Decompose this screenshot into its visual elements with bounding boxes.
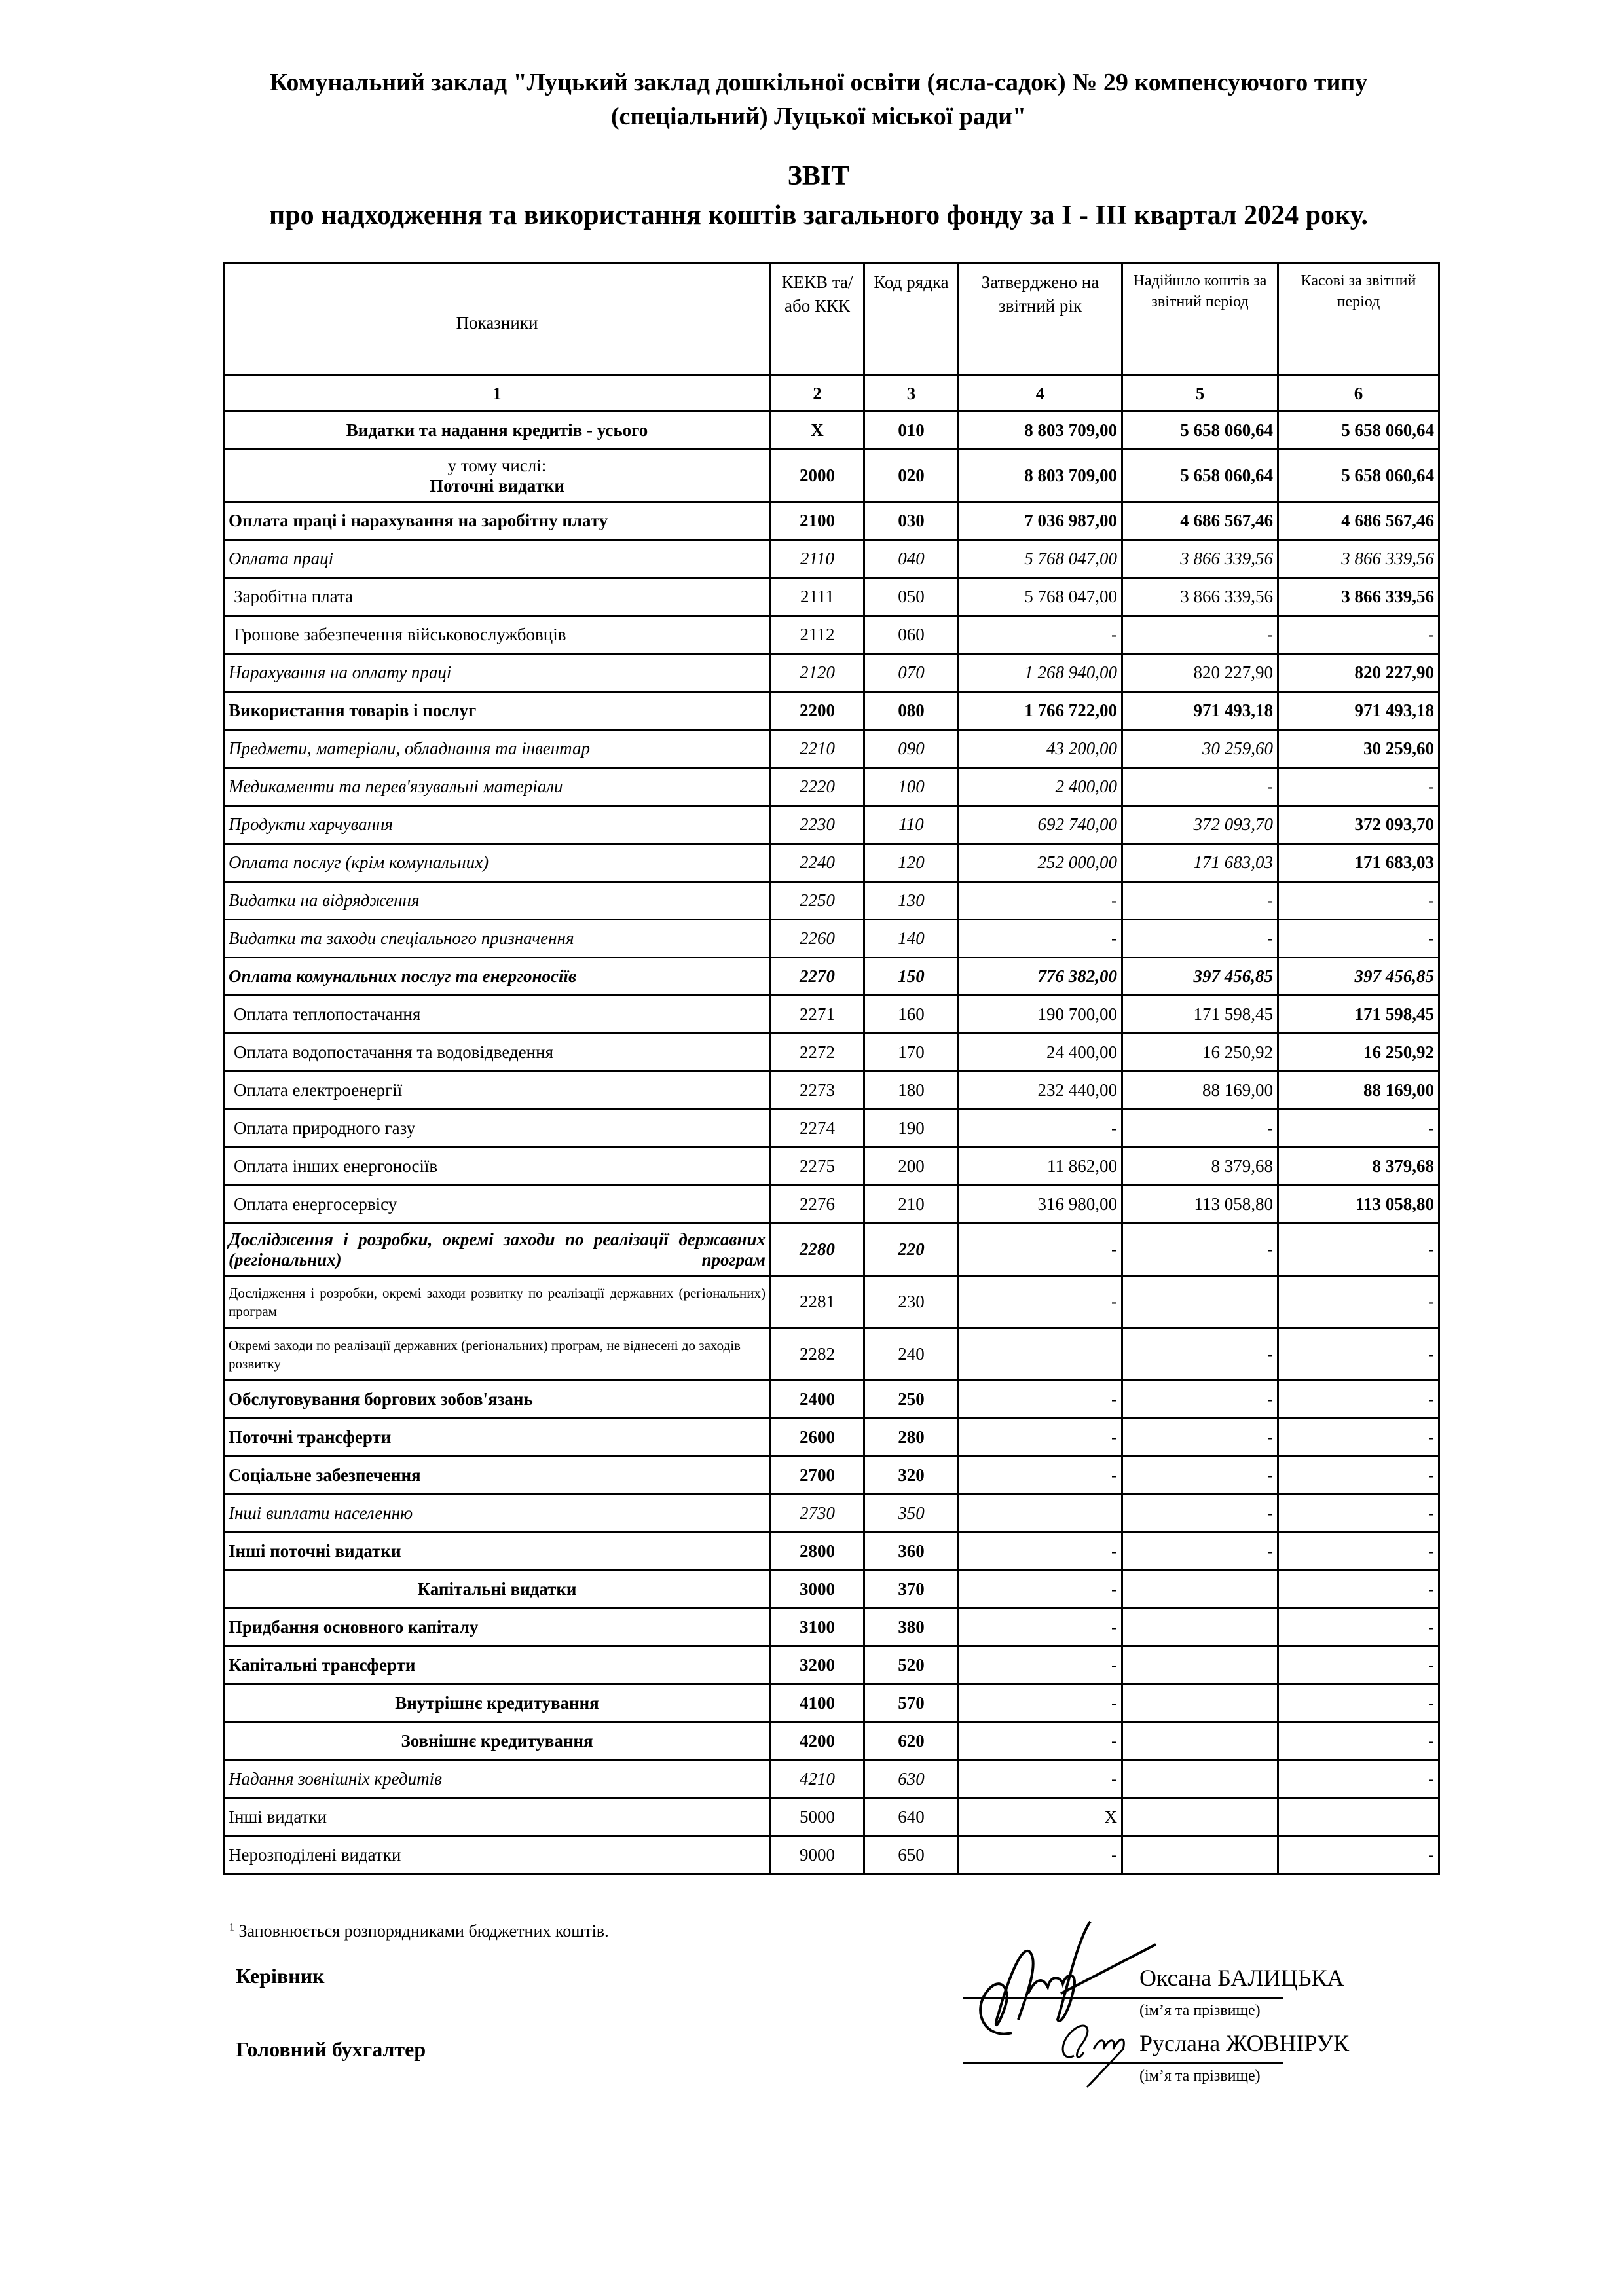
kekv-code: 2274 bbox=[771, 1110, 864, 1148]
received-amount: 4 686 567,46 bbox=[1122, 502, 1278, 540]
table-row bbox=[224, 1760, 1439, 1798]
cash-amount: 8 379,68 bbox=[1278, 1148, 1439, 1186]
approved-amount: 2 400,00 bbox=[959, 768, 1122, 806]
cash-amount: - bbox=[1278, 1533, 1439, 1571]
approved-amount bbox=[959, 1495, 1122, 1533]
column-number: 6 bbox=[1278, 376, 1439, 412]
row-label: Оплата теплопостачання bbox=[224, 996, 771, 1034]
approved-amount: - bbox=[959, 1836, 1122, 1874]
table-row bbox=[224, 1722, 1439, 1760]
organization-name-line1: Комунальний заклад "Луцький заклад дошкільної освіти (ясла-садок) № 29 компенсуючого типу bbox=[269, 69, 1368, 96]
table-row bbox=[224, 844, 1439, 882]
approved-amount: 43 200,00 bbox=[959, 730, 1122, 768]
kekv-code: 4210 bbox=[771, 1760, 864, 1798]
column-header-kekv: КЕКВ та/або ККК bbox=[771, 263, 864, 376]
row-label: Окремі заходи по реалізації державних (регіональних) програм, не віднесені до заходів розвитку bbox=[224, 1328, 771, 1381]
director-name: Оксана БАЛИЦЬКА bbox=[1139, 1965, 1344, 1991]
row-label: Інші поточні видатки bbox=[224, 1533, 771, 1571]
row-code: 640 bbox=[864, 1798, 959, 1836]
row-code: 370 bbox=[864, 1571, 959, 1609]
received-amount: - bbox=[1122, 920, 1278, 958]
row-code: 200 bbox=[864, 1148, 959, 1186]
row-code: 650 bbox=[864, 1836, 959, 1874]
cash-amount: 16 250,92 bbox=[1278, 1034, 1439, 1072]
row-label: Оплата інших енергоносіїв bbox=[224, 1148, 771, 1186]
received-amount: 8 379,68 bbox=[1122, 1148, 1278, 1186]
table-row bbox=[224, 1419, 1439, 1457]
row-code: 100 bbox=[864, 768, 959, 806]
received-amount: 5 658 060,64 bbox=[1122, 412, 1278, 450]
row-label: Оплата енергосервісу bbox=[224, 1186, 771, 1224]
row-label: Видатки на відрядження bbox=[224, 882, 771, 920]
approved-amount: - bbox=[959, 882, 1122, 920]
row-label: Використання товарів і послуг bbox=[224, 692, 771, 730]
received-amount: - bbox=[1122, 882, 1278, 920]
cash-amount: - bbox=[1278, 1647, 1439, 1685]
received-amount: - bbox=[1122, 1328, 1278, 1381]
approved-amount: 24 400,00 bbox=[959, 1034, 1122, 1072]
row-code: 520 bbox=[864, 1647, 959, 1685]
approved-amount: - bbox=[959, 1381, 1122, 1419]
row-label: Оплата електроенергії bbox=[224, 1072, 771, 1110]
row-code: 150 bbox=[864, 958, 959, 996]
kekv-code: 3200 bbox=[771, 1647, 864, 1685]
received-amount: 171 683,03 bbox=[1122, 844, 1278, 882]
cash-amount: - bbox=[1278, 616, 1439, 654]
row-label: Внутрішнє кредитування bbox=[224, 1685, 771, 1722]
received-amount: 171 598,45 bbox=[1122, 996, 1278, 1034]
table-row bbox=[224, 1685, 1439, 1722]
received-amount: 372 093,70 bbox=[1122, 806, 1278, 844]
kekv-code: 2800 bbox=[771, 1533, 864, 1571]
approved-amount: 252 000,00 bbox=[959, 844, 1122, 882]
row-code: 240 bbox=[864, 1328, 959, 1381]
kekv-code: 2220 bbox=[771, 768, 864, 806]
row-code: 030 bbox=[864, 502, 959, 540]
row-label: Предмети, матеріали, обладнання та інвентар bbox=[224, 730, 771, 768]
table-header-row bbox=[224, 263, 1439, 376]
table-row bbox=[224, 1276, 1439, 1328]
row-label: Капітальні видатки bbox=[224, 1571, 771, 1609]
table-row bbox=[224, 1072, 1439, 1110]
approved-amount: 232 440,00 bbox=[959, 1072, 1122, 1110]
row-code: 050 bbox=[864, 578, 959, 616]
footnote-mark: 1 bbox=[229, 1922, 234, 1933]
row-label: Оплата послуг (крім комунальних) bbox=[224, 844, 771, 882]
kekv-code: 2210 bbox=[771, 730, 864, 768]
approved-amount: - bbox=[959, 1224, 1122, 1276]
approved-amount: - bbox=[959, 616, 1122, 654]
accountant-name: Руслана ЖОВНІРУК bbox=[1139, 2030, 1350, 2056]
approved-amount: 316 980,00 bbox=[959, 1186, 1122, 1224]
received-amount: 397 456,85 bbox=[1122, 958, 1278, 996]
column-header-cash: Касові за звітний період bbox=[1278, 263, 1439, 376]
received-amount bbox=[1122, 1571, 1278, 1609]
cash-amount: 372 093,70 bbox=[1278, 806, 1439, 844]
row-label: Дослідження і розробки, окремі заходи розвитку по реалізації державних (регіональних) програм bbox=[224, 1276, 771, 1328]
approved-amount: 11 862,00 bbox=[959, 1148, 1122, 1186]
cash-amount: 88 169,00 bbox=[1278, 1072, 1439, 1110]
kekv-code: 3000 bbox=[771, 1571, 864, 1609]
row-label: Капітальні трансферти bbox=[224, 1647, 771, 1685]
column-number: 2 bbox=[771, 376, 864, 412]
cash-amount: 3 866 339,56 bbox=[1278, 540, 1439, 578]
approved-amount: 1 268 940,00 bbox=[959, 654, 1122, 692]
column-header-approved: Затверджено на звітний рік bbox=[959, 263, 1122, 376]
approved-amount: - bbox=[959, 1276, 1122, 1328]
report-table bbox=[223, 262, 1440, 1875]
kekv-code: 9000 bbox=[771, 1836, 864, 1874]
cash-amount: - bbox=[1278, 1571, 1439, 1609]
kekv-code: 2110 bbox=[771, 540, 864, 578]
approved-amount: - bbox=[959, 1760, 1122, 1798]
received-amount bbox=[1122, 1647, 1278, 1685]
row-code: 210 bbox=[864, 1186, 959, 1224]
row-label: Надання зовнішніх кредитів bbox=[224, 1760, 771, 1798]
column-number: 1 bbox=[224, 376, 771, 412]
table-row bbox=[224, 730, 1439, 768]
received-amount: - bbox=[1122, 768, 1278, 806]
received-amount: 971 493,18 bbox=[1122, 692, 1278, 730]
received-amount: 30 259,60 bbox=[1122, 730, 1278, 768]
cash-amount: 820 227,90 bbox=[1278, 654, 1439, 692]
table-row bbox=[224, 578, 1439, 616]
kekv-code: 2600 bbox=[771, 1419, 864, 1457]
row-label: Видатки та надання кредитів - усього bbox=[224, 412, 771, 450]
cash-amount: - bbox=[1278, 1328, 1439, 1381]
table-row bbox=[224, 1186, 1439, 1224]
accountant-signature-line bbox=[963, 2062, 1283, 2064]
cash-amount: - bbox=[1278, 1495, 1439, 1533]
received-amount bbox=[1122, 1760, 1278, 1798]
row-label: Видатки та заходи спеціального призначення bbox=[224, 920, 771, 958]
received-amount: - bbox=[1122, 1110, 1278, 1148]
table-row bbox=[224, 1457, 1439, 1495]
approved-amount: 190 700,00 bbox=[959, 996, 1122, 1034]
received-amount: - bbox=[1122, 1419, 1278, 1457]
row-label-text: Поточні видатки bbox=[430, 475, 564, 496]
table-row bbox=[224, 1609, 1439, 1647]
approved-amount: - bbox=[959, 1110, 1122, 1148]
table-row bbox=[224, 1798, 1439, 1836]
table-row bbox=[224, 1328, 1439, 1381]
report-subtitle: про надходження та використання коштів загального фонду за І - ІІІ квартал 2024 року. bbox=[269, 200, 1368, 230]
received-amount bbox=[1122, 1685, 1278, 1722]
column-number: 3 bbox=[864, 376, 959, 412]
row-code: 020 bbox=[864, 450, 959, 502]
approved-amount: X bbox=[959, 1798, 1122, 1836]
kekv-code: 2240 bbox=[771, 844, 864, 882]
kekv-code: 2100 bbox=[771, 502, 864, 540]
row-label: Соціальне забезпечення bbox=[224, 1457, 771, 1495]
kekv-code: 2200 bbox=[771, 692, 864, 730]
row-label-prefix: у тому числі: bbox=[447, 455, 547, 475]
kekv-code: 2270 bbox=[771, 958, 864, 996]
table-row bbox=[224, 806, 1439, 844]
kekv-code: 2000 bbox=[771, 450, 864, 502]
table-row bbox=[224, 654, 1439, 692]
cash-amount bbox=[1278, 1798, 1439, 1836]
received-amount bbox=[1122, 1609, 1278, 1647]
approved-amount: - bbox=[959, 1609, 1122, 1647]
approved-amount: 692 740,00 bbox=[959, 806, 1122, 844]
table-row bbox=[224, 1571, 1439, 1609]
row-label: Заробітна плата bbox=[224, 578, 771, 616]
approved-amount: 5 768 047,00 bbox=[959, 540, 1122, 578]
table-row bbox=[224, 1148, 1439, 1186]
received-amount: - bbox=[1122, 1224, 1278, 1276]
cash-amount: 5 658 060,64 bbox=[1278, 450, 1439, 502]
table-row bbox=[224, 1381, 1439, 1419]
row-code: 170 bbox=[864, 1034, 959, 1072]
cash-amount: 113 058,80 bbox=[1278, 1186, 1439, 1224]
row-code: 230 bbox=[864, 1276, 959, 1328]
kekv-code: 2271 bbox=[771, 996, 864, 1034]
cash-amount: - bbox=[1278, 768, 1439, 806]
kekv-code: 2400 bbox=[771, 1381, 864, 1419]
cash-amount: - bbox=[1278, 1760, 1439, 1798]
table-row bbox=[224, 996, 1439, 1034]
approved-amount: 5 768 047,00 bbox=[959, 578, 1122, 616]
approved-amount: 8 803 709,00 bbox=[959, 450, 1122, 502]
table-row bbox=[224, 692, 1439, 730]
kekv-code: 2230 bbox=[771, 806, 864, 844]
row-code: 130 bbox=[864, 882, 959, 920]
table-row bbox=[224, 1224, 1439, 1276]
table-row bbox=[224, 920, 1439, 958]
row-code: 250 bbox=[864, 1381, 959, 1419]
row-label: Продукти харчування bbox=[224, 806, 771, 844]
footnote bbox=[229, 1922, 609, 1941]
column-header-indicators: Показники bbox=[224, 263, 771, 376]
table-row bbox=[224, 502, 1439, 540]
cash-amount: - bbox=[1278, 1722, 1439, 1760]
kekv-code: 2282 bbox=[771, 1328, 864, 1381]
row-code: 360 bbox=[864, 1533, 959, 1571]
row-code: 160 bbox=[864, 996, 959, 1034]
received-amount bbox=[1122, 1276, 1278, 1328]
kekv-code: 2276 bbox=[771, 1186, 864, 1224]
approved-amount: 1 766 722,00 bbox=[959, 692, 1122, 730]
cash-amount: - bbox=[1278, 882, 1439, 920]
cash-amount: - bbox=[1278, 1609, 1439, 1647]
cash-amount: - bbox=[1278, 920, 1439, 958]
received-amount: 88 169,00 bbox=[1122, 1072, 1278, 1110]
row-code: 320 bbox=[864, 1457, 959, 1495]
cash-amount: 171 598,45 bbox=[1278, 996, 1439, 1034]
kekv-code: 4100 bbox=[771, 1685, 864, 1722]
row-code: 040 bbox=[864, 540, 959, 578]
received-amount: 16 250,92 bbox=[1122, 1034, 1278, 1072]
cash-amount: - bbox=[1278, 1276, 1439, 1328]
table-row bbox=[224, 1836, 1439, 1874]
row-code: 010 bbox=[864, 412, 959, 450]
column-number: 4 bbox=[959, 376, 1122, 412]
approved-amount bbox=[959, 1328, 1122, 1381]
kekv-code: 3100 bbox=[771, 1609, 864, 1647]
table-row bbox=[224, 882, 1439, 920]
row-label: Придбання основного капіталу bbox=[224, 1609, 771, 1647]
kekv-code: 5000 bbox=[771, 1798, 864, 1836]
cash-amount: 4 686 567,46 bbox=[1278, 502, 1439, 540]
table-row bbox=[224, 1034, 1439, 1072]
table-row bbox=[224, 412, 1439, 450]
table-row bbox=[224, 540, 1439, 578]
table-row bbox=[224, 1647, 1439, 1685]
row-code: 090 bbox=[864, 730, 959, 768]
report-title: ЗВІТ bbox=[787, 161, 850, 191]
kekv-code: 2730 bbox=[771, 1495, 864, 1533]
organization-name-line2: (спеціальний) Луцької міської ради" bbox=[610, 103, 1027, 130]
table-row bbox=[224, 616, 1439, 654]
approved-amount: - bbox=[959, 1722, 1122, 1760]
accountant-signature-icon bbox=[1048, 2010, 1153, 2088]
received-amount: - bbox=[1122, 1381, 1278, 1419]
row-label: Зовнішнє кредитування bbox=[224, 1722, 771, 1760]
received-amount: - bbox=[1122, 1457, 1278, 1495]
approved-amount: - bbox=[959, 1457, 1122, 1495]
row-code: 350 bbox=[864, 1495, 959, 1533]
kekv-code: 2272 bbox=[771, 1034, 864, 1072]
column-number: 5 bbox=[1122, 376, 1278, 412]
row-code: 570 bbox=[864, 1685, 959, 1722]
accountant-role-label: Головний бухгалтер bbox=[236, 2037, 426, 2061]
cash-amount: 397 456,85 bbox=[1278, 958, 1439, 996]
kekv-code: 2280 bbox=[771, 1224, 864, 1276]
row-code: 120 bbox=[864, 844, 959, 882]
row-label: Нарахування на оплату праці bbox=[224, 654, 771, 692]
approved-amount: - bbox=[959, 1571, 1122, 1609]
row-label bbox=[224, 450, 771, 502]
row-code: 280 bbox=[864, 1419, 959, 1457]
approved-amount: - bbox=[959, 1533, 1122, 1571]
table-row bbox=[224, 450, 1439, 502]
approved-amount: 8 803 709,00 bbox=[959, 412, 1122, 450]
column-header-row-code: Код рядка bbox=[864, 263, 959, 376]
row-code: 190 bbox=[864, 1110, 959, 1148]
kekv-code: 2250 bbox=[771, 882, 864, 920]
received-amount bbox=[1122, 1798, 1278, 1836]
row-label: Оплата праці bbox=[224, 540, 771, 578]
row-code: 220 bbox=[864, 1224, 959, 1276]
received-amount: 5 658 060,64 bbox=[1122, 450, 1278, 502]
cash-amount: - bbox=[1278, 1381, 1439, 1419]
table-row bbox=[224, 1110, 1439, 1148]
cash-amount: - bbox=[1278, 1110, 1439, 1148]
row-code: 380 bbox=[864, 1609, 959, 1647]
received-amount: 3 866 339,56 bbox=[1122, 578, 1278, 616]
row-code: 620 bbox=[864, 1722, 959, 1760]
column-header-received: Надійшло коштів за звітний період bbox=[1122, 263, 1278, 376]
kekv-code: 2700 bbox=[771, 1457, 864, 1495]
row-label: Обслуговування боргових зобов'язань bbox=[224, 1381, 771, 1419]
kekv-code: 2273 bbox=[771, 1072, 864, 1110]
table-body bbox=[224, 412, 1439, 1874]
received-amount: 3 866 339,56 bbox=[1122, 540, 1278, 578]
approved-amount: - bbox=[959, 1685, 1122, 1722]
cash-amount: 30 259,60 bbox=[1278, 730, 1439, 768]
row-label: Поточні трансферти bbox=[224, 1419, 771, 1457]
row-label: Нерозподілені видатки bbox=[224, 1836, 771, 1874]
row-label: Оплата комунальних послуг та енергоносіїв bbox=[224, 958, 771, 996]
approved-amount: 776 382,00 bbox=[959, 958, 1122, 996]
row-code: 060 bbox=[864, 616, 959, 654]
approved-amount: - bbox=[959, 920, 1122, 958]
received-amount bbox=[1122, 1836, 1278, 1874]
kekv-code: 2120 bbox=[771, 654, 864, 692]
received-amount: - bbox=[1122, 616, 1278, 654]
table-row bbox=[224, 768, 1439, 806]
kekv-code: 2111 bbox=[771, 578, 864, 616]
kekv-code: 2260 bbox=[771, 920, 864, 958]
row-code: 080 bbox=[864, 692, 959, 730]
cash-amount: 5 658 060,64 bbox=[1278, 412, 1439, 450]
received-amount: - bbox=[1122, 1533, 1278, 1571]
approved-amount: 7 036 987,00 bbox=[959, 502, 1122, 540]
cash-amount: 3 866 339,56 bbox=[1278, 578, 1439, 616]
row-label: Оплата праці і нарахування на заробітну плату bbox=[224, 502, 771, 540]
received-amount: - bbox=[1122, 1495, 1278, 1533]
accountant-name-caption: (ім’я та прізвище) bbox=[1139, 2068, 1261, 2085]
table-row bbox=[224, 958, 1439, 996]
cash-amount: - bbox=[1278, 1224, 1439, 1276]
organization-name bbox=[196, 65, 1441, 134]
kekv-code: X bbox=[771, 412, 864, 450]
footnote-text: Заповнюється розпорядниками бюджетних коштів. bbox=[238, 1922, 609, 1941]
cash-amount: - bbox=[1278, 1685, 1439, 1722]
row-code: 110 bbox=[864, 806, 959, 844]
row-label: Оплата водопостачання та водовідведення bbox=[224, 1034, 771, 1072]
approved-amount: - bbox=[959, 1419, 1122, 1457]
table-row bbox=[224, 1533, 1439, 1571]
approved-amount: - bbox=[959, 1647, 1122, 1685]
column-number-row bbox=[224, 376, 1439, 412]
row-label: Медикаменти та перев'язувальні матеріали bbox=[224, 768, 771, 806]
director-signature-line bbox=[963, 1997, 1283, 1999]
row-code: 070 bbox=[864, 654, 959, 692]
row-label: Грошове забезпечення військовослужбовців bbox=[224, 616, 771, 654]
kekv-code: 2112 bbox=[771, 616, 864, 654]
kekv-code: 4200 bbox=[771, 1722, 864, 1760]
director-role-label: Керівник bbox=[236, 1964, 325, 1988]
row-label: Інші виплати населенню bbox=[224, 1495, 771, 1533]
kekv-code: 2275 bbox=[771, 1148, 864, 1186]
cash-amount: 171 683,03 bbox=[1278, 844, 1439, 882]
row-code: 630 bbox=[864, 1760, 959, 1798]
received-amount: 820 227,90 bbox=[1122, 654, 1278, 692]
cash-amount: - bbox=[1278, 1419, 1439, 1457]
kekv-code: 2281 bbox=[771, 1276, 864, 1328]
row-label: Дослідження і розробки, окремі заходи по реалізації державних (регіональних) програм bbox=[224, 1224, 771, 1276]
row-label: Оплата природного газу bbox=[224, 1110, 771, 1148]
received-amount bbox=[1122, 1722, 1278, 1760]
row-code: 180 bbox=[864, 1072, 959, 1110]
row-label: Інші видатки bbox=[224, 1798, 771, 1836]
row-code: 140 bbox=[864, 920, 959, 958]
received-amount: 113 058,80 bbox=[1122, 1186, 1278, 1224]
cash-amount: - bbox=[1278, 1836, 1439, 1874]
table-row bbox=[224, 1495, 1439, 1533]
cash-amount: 971 493,18 bbox=[1278, 692, 1439, 730]
cash-amount: - bbox=[1278, 1457, 1439, 1495]
director-name-caption: (ім’я та прізвище) bbox=[1139, 2002, 1261, 2019]
